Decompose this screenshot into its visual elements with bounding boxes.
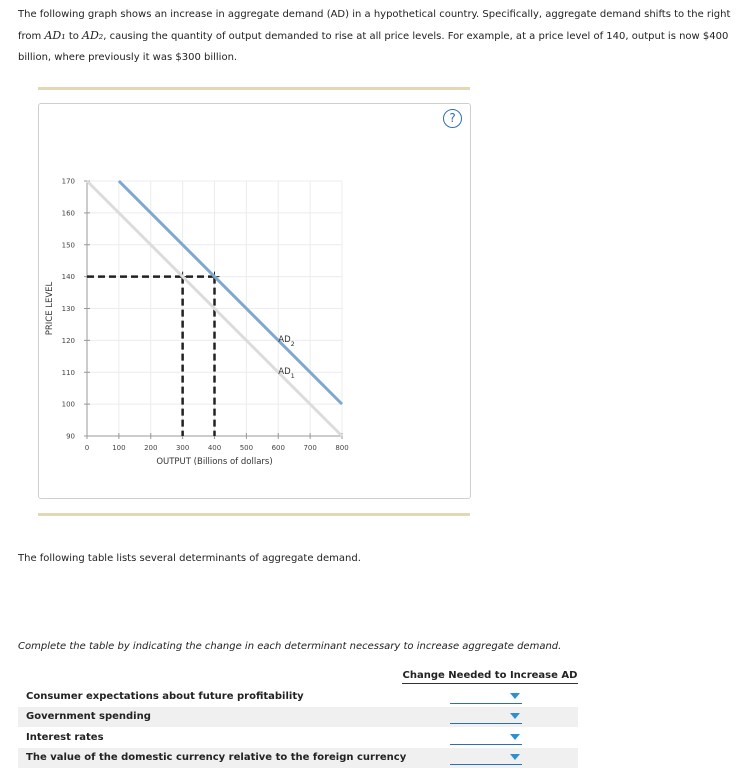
y-tick-label: 90 [66,432,75,441]
x-tick-label: 0 [84,444,90,452]
row-label: Consumer expectations about future profitability [26,691,304,702]
instructions-text: Complete the table by indicating the change in each determinant necessary to increase aggregate demand. [18,641,562,652]
curve-ad2 [119,181,342,404]
row-label: The value of the domestic currency relative to the foreign currency [26,752,407,763]
change-dropdown[interactable] [450,688,522,704]
x-tick-label: 700 [303,444,317,452]
x-axis-title: OUTPUT (Billions of dollars) [156,457,273,467]
dropdown-arrow-icon[interactable] [510,734,520,740]
y-axis-title: PRICE LEVEL [45,281,55,336]
y-tick-label: 150 [61,241,75,250]
graph-panel [38,103,471,499]
y-tick-label: 160 [61,209,75,218]
intro-ad1: AD₁ [44,29,66,42]
change-dropdown[interactable] [450,749,522,765]
y-tick-label: 130 [61,305,75,313]
column-header-change: Change Needed to Increase AD [402,670,578,684]
chart-labels [278,335,295,380]
bottom-divider [38,513,470,516]
y-tick-label: 170 [61,177,75,186]
intro-ad2: AD₂ [82,29,104,42]
intro-text-3: , causing the quantity of output demanded to rise at all price levels. For example, at a price level of 140, output is now $400 billion, where previously it was $300 billion. [18,31,729,63]
curve-ad1-text: AD [278,366,291,377]
x-tick-label: 100 [112,444,126,452]
row-label: Government spending [26,711,151,722]
x-tick-label: 200 [144,444,158,452]
x-tick-label: 500 [239,444,254,452]
curve-ad1-label [278,367,295,380]
dropdown-arrow-icon[interactable] [510,693,520,699]
x-tick-label: 600 [271,444,285,452]
table-row [18,687,578,707]
curve-ad2-subscript: 2 [290,339,295,348]
table-row [18,707,578,727]
y-tick-label: 140 [61,273,75,282]
dropdown-arrow-icon[interactable] [510,754,520,760]
x-tick-label: 800 [335,444,349,452]
curve-ad1-subscript: 1 [290,371,295,380]
curve-ad2-text: AD [278,334,291,345]
table-intro-text: The following table lists several determinants of aggregate demand. [18,553,361,564]
change-dropdown[interactable] [450,708,522,724]
table-row [18,748,578,768]
intro-text-2: to [65,31,83,42]
help-button[interactable]: ? [443,109,462,128]
x-tick-label: 400 [207,444,222,452]
ad-chart [39,104,470,498]
row-label: Interest rates [26,732,104,743]
y-tick-label: 120 [61,336,75,345]
y-tick-label: 110 [61,368,75,377]
dropdown-arrow-icon[interactable] [510,713,520,719]
chart-axes [45,178,349,468]
top-divider [38,87,470,90]
intro-text-1: The following graph shows an increase in aggregate demand (AD) in a hypothetical country. Specifically, aggregate demand shifts to the right from [18,9,731,42]
curve-ad2-label [278,335,295,348]
intro-paragraph [18,4,734,68]
chart-guides [87,272,220,436]
table-row [18,728,578,748]
y-tick-label: 100 [61,400,75,409]
change-dropdown[interactable] [450,729,522,745]
x-tick-label: 300 [175,444,190,452]
